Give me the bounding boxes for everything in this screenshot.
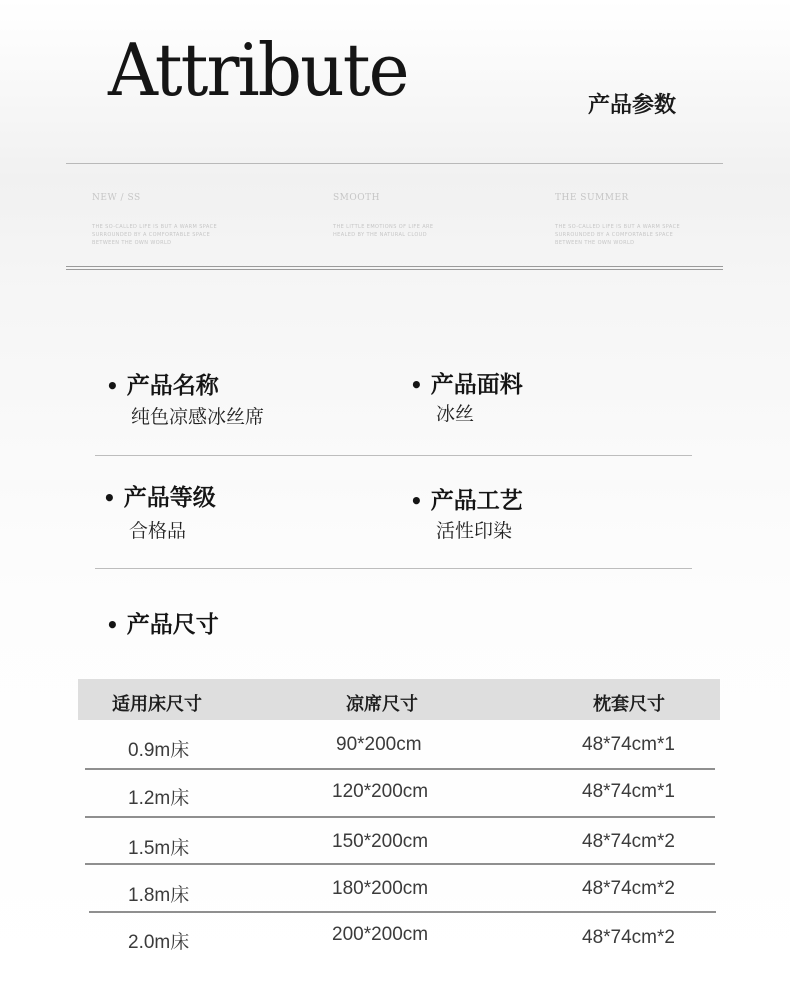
column-blurb-1: [92, 193, 292, 247]
attr-divider-2: [95, 568, 692, 569]
size-table-header-pillow: 枕套尺寸: [593, 694, 665, 715]
attr-size-label: • 产品尺寸: [106, 612, 219, 638]
size-table-header-mat: 凉席尺寸: [346, 694, 418, 715]
attr-name-label: • 产品名称: [106, 373, 219, 399]
table-cell: 1.2m床: [128, 788, 190, 809]
page-subtitle: 产品参数: [588, 93, 677, 118]
bullet-icon: •: [410, 373, 423, 397]
column-heading: SMOOTH: [333, 193, 380, 203]
column-heading: NEW / SS: [92, 193, 141, 203]
table-cell: 2.0m床: [128, 932, 190, 953]
table-cell: 48*74cm*2: [582, 927, 675, 948]
table-cell: 150*200cm: [332, 831, 429, 852]
attr-grade-label: • 产品等级: [103, 485, 216, 511]
bullet-icon: •: [106, 613, 119, 637]
header-divider: [66, 163, 723, 164]
table-cell: 1.5m床: [128, 838, 190, 859]
column-text: THE SO-CALLED LIFE IS BUT A WARM SPACE SURROUNDED BY A COMFORTABLE SPACE BETWEEN THE OWN WORLD: [92, 224, 218, 246]
band-divider-bottom: [66, 269, 723, 270]
band-divider-top: [66, 266, 723, 267]
table-row-divider: [85, 863, 715, 865]
table-cell: 200*200cm: [332, 924, 429, 945]
table-cell: 48*74cm*1: [582, 734, 675, 755]
attr-fabric-label: • 产品面料: [410, 372, 523, 398]
table-row-divider: [85, 768, 715, 770]
page-title: Attribute: [108, 28, 408, 112]
column-blurb-3: [555, 193, 755, 247]
attr-divider-1: [95, 455, 692, 456]
table-cell: 48*74cm*2: [582, 878, 675, 899]
size-table-header-bed: 适用床尺寸: [112, 694, 202, 715]
bullet-icon: •: [410, 489, 423, 513]
table-row-divider: [89, 911, 716, 913]
attr-grade-value: 合格品: [129, 520, 187, 542]
table-cell: 0.9m床: [128, 740, 190, 761]
bullet-icon: •: [106, 374, 119, 398]
table-row-divider: [85, 816, 715, 818]
attr-name-value: 纯色凉感冰丝席: [131, 406, 265, 428]
table-cell: 120*200cm: [332, 781, 429, 802]
bullet-icon: •: [103, 486, 116, 510]
attr-craft-label: • 产品工艺: [410, 488, 523, 514]
table-cell: 90*200cm: [336, 734, 422, 755]
column-blurb-2: [333, 193, 533, 239]
column-heading: THE SUMMER: [555, 193, 629, 203]
column-text: THE SO-CALLED LIFE IS BUT A WARM SPACE SURROUNDED BY A COMFORTABLE SPACE BETWEEN THE OWN WORLD: [555, 224, 681, 246]
attr-fabric-value: 冰丝: [436, 403, 475, 425]
table-cell: 180*200cm: [332, 878, 429, 899]
table-cell: 48*74cm*1: [582, 781, 675, 802]
table-cell: 1.8m床: [128, 885, 190, 906]
table-cell: 48*74cm*2: [582, 831, 675, 852]
attr-craft-value: 活性印染: [436, 520, 513, 542]
column-text: THE LITTLE EMOTIONS OF LIFE ARE HEALED BY THE NATURAL CLOUD: [333, 224, 434, 238]
